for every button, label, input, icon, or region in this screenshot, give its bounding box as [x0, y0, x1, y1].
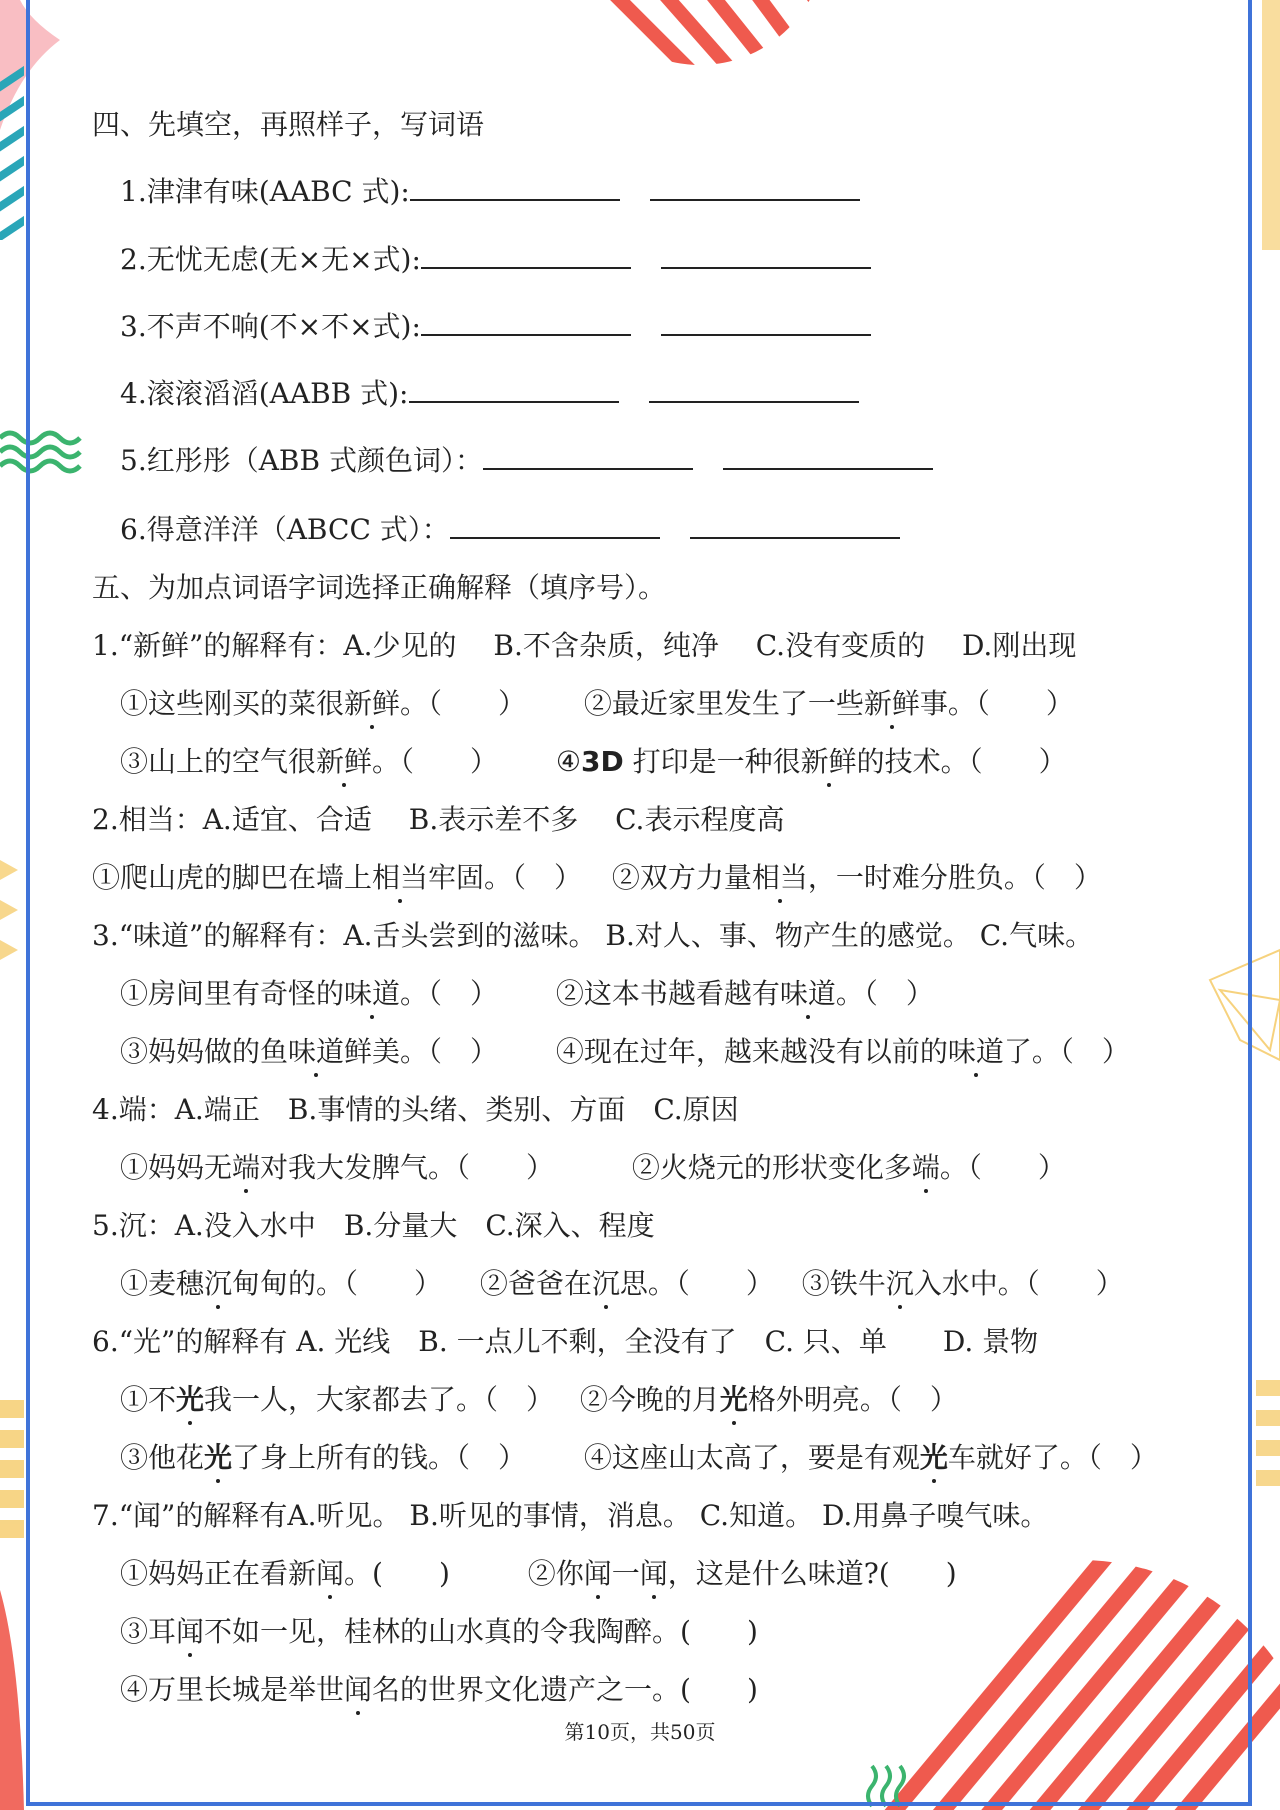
dotted-word: 沉 — [592, 1264, 620, 1304]
sentence-text: ①妈妈无 — [120, 1151, 233, 1184]
sentence-text: ④万里长城是举世 — [120, 1673, 345, 1706]
sentence-text: 我一人，大家都去了。（ ） — [204, 1383, 555, 1416]
dotted-word: 闻 — [176, 1612, 204, 1652]
sentence-text: 。（ ） — [835, 977, 934, 1010]
fill-item-1 — [120, 172, 890, 212]
fill-item-5 — [120, 441, 963, 481]
sentence-text: ①房间里有奇怪的 — [120, 977, 345, 1010]
page-footer: 第10页，共50页 — [564, 1720, 716, 1744]
sentence-text: 名的世界文化遗产之一。( ) — [372, 1673, 758, 1706]
dotted-word: 新鲜 — [344, 684, 400, 724]
answer-blank[interactable] — [421, 241, 631, 269]
dotted-word: 味道 — [948, 1032, 1004, 1072]
answer-blank[interactable] — [661, 241, 871, 269]
q1-sentences-row1 — [120, 684, 1074, 724]
sentence-text: ③他花 — [120, 1441, 205, 1474]
sentence-text: ④现在过年，越来越没有以前的 — [555, 1035, 948, 1068]
sentence-text: 。（ ） — [372, 745, 499, 778]
fill-item-label: 2.无忧无虑(无×无×式): — [120, 243, 421, 276]
q1-sentences-row2 — [120, 742, 1067, 782]
fill-item-label: 4.滚滚滔滔(AABB 式): — [120, 377, 409, 410]
sentence-text: 了身上所有的钱。（ ） — [232, 1441, 527, 1474]
dotted-word: 光 — [720, 1380, 748, 1420]
dotted-word: 闻 — [316, 1554, 344, 1594]
dotted-word: 光 — [176, 1380, 204, 1420]
sentence-text: 。( ) — [344, 1557, 450, 1590]
dotted-word: 相当 — [752, 858, 808, 898]
fill-item-label: 5.红彤彤（ABB 式颜色词）： — [120, 444, 483, 477]
sentence-text: ①妈妈正在看新 — [120, 1557, 317, 1590]
answer-blank[interactable] — [410, 173, 620, 201]
answer-blank[interactable] — [450, 511, 660, 539]
answer-blank[interactable] — [421, 308, 631, 336]
q3-sentences-row2 — [120, 1032, 1130, 1072]
fill-item-2 — [120, 240, 901, 280]
sentence-text: 打印是一种很 — [623, 745, 801, 778]
sentence-text: ①爬山虎的脚巴在墙上 — [92, 861, 373, 894]
sentence-text: 了。（ ） — [1003, 1035, 1130, 1068]
q3-sentences-row1 — [120, 974, 934, 1014]
fill-item-label: 6.得意洋洋（ABCC 式）： — [120, 513, 450, 546]
answer-blank[interactable] — [690, 511, 900, 539]
sentence-text: ③铁牛 — [801, 1267, 886, 1300]
dotted-word: 味道 — [780, 974, 836, 1014]
sentence-text: ④这座山太高了，要是有观 — [583, 1441, 920, 1474]
sentence-text: 思。（ ） — [619, 1267, 774, 1300]
q7-definition: 7.“闻”的解释有A.听见。 B.听见的事情，消息。 C.知道。 D.用鼻子嗅气味。 — [92, 1499, 1049, 1532]
answer-blank[interactable] — [483, 442, 693, 470]
q5-definition: 5.沉：A.没入水中 B.分量大 C.深入、程度 — [92, 1209, 655, 1242]
dotted-word: 闻 — [584, 1554, 612, 1594]
q4-sentences — [120, 1148, 1066, 1188]
sentence-text: ①这些刚买的菜很 — [120, 687, 345, 720]
answer-blank[interactable] — [409, 375, 619, 403]
q7-sentence-3 — [120, 1612, 758, 1652]
q7-sentence-4 — [120, 1670, 758, 1710]
sentence-text: 事。（ ） — [919, 687, 1074, 720]
sentence-text: 对我大发脾气。（ ） — [260, 1151, 555, 1184]
sentence-text: 不如一见，桂林的山水真的令我陶醉。( ) — [204, 1615, 758, 1648]
fill-item-3 — [120, 307, 901, 347]
sentence-text: ，这是什么味道?( ) — [667, 1557, 957, 1590]
fill-item-label: 1.津津有味(AABC 式): — [120, 175, 410, 208]
fill-item-4 — [120, 374, 889, 414]
dotted-word: 新鲜 — [864, 684, 920, 724]
q7-sentences-row1 — [120, 1554, 957, 1594]
sentence-text: ③妈妈做的鱼 — [120, 1035, 289, 1068]
sentence-text: ②最近家里发生了一些 — [583, 687, 864, 720]
sentence-text: 3D — [580, 745, 624, 778]
sentence-text: 牢固。（ ） — [428, 861, 583, 894]
sentence-text: ③山上的空气很 — [120, 745, 317, 778]
dotted-word: 新鲜 — [801, 742, 857, 782]
sentence-text: ②火烧元的形状变化多 — [631, 1151, 912, 1184]
sentence-text: 鲜美。（ ） — [344, 1035, 499, 1068]
sentence-text: 。（ ） — [400, 687, 527, 720]
q6-sentences-row2 — [120, 1438, 1158, 1478]
answer-blank[interactable] — [723, 442, 933, 470]
sentence-text: ③耳 — [120, 1615, 177, 1648]
dotted-word: 光 — [920, 1438, 948, 1478]
sentence-text: ，一时难分胜负。（ ） — [807, 861, 1102, 894]
sentence-text: 。（ ） — [400, 977, 499, 1010]
sentence-text: 车就好了。（ ） — [947, 1441, 1158, 1474]
answer-blank[interactable] — [650, 173, 860, 201]
section-4-heading: 四、先填空，再照样子，写词语 — [92, 108, 485, 141]
q5-sentences — [120, 1264, 1124, 1304]
dotted-word: 味道 — [344, 974, 400, 1014]
dotted-word: 闻 — [344, 1670, 372, 1710]
sentence-text: ②爸爸在 — [479, 1267, 592, 1300]
sentence-text: ④ — [555, 745, 581, 778]
answer-blank[interactable] — [649, 375, 859, 403]
fill-item-label: 3.不声不响(不×不×式): — [120, 310, 421, 343]
q2-definition: 2.相当：A.适宜、合适 B.表示差不多 C.表示程度高 — [92, 803, 785, 836]
answer-blank[interactable] — [661, 308, 871, 336]
dotted-word: 新鲜 — [316, 742, 372, 782]
sentence-text: 一 — [611, 1557, 640, 1590]
dotted-word: 端 — [912, 1148, 940, 1188]
q3-definition: 3.“味道”的解释有：A.舌头尝到的滋味。 B.对人、事、物产生的感觉。 C.气味。 — [92, 919, 1094, 952]
q1-definition: 1.“新鲜”的解释有：A.少见的 B.不含杂质，纯净 C.没有变质的 D.刚出现 — [92, 629, 1077, 662]
sentence-text: 。（ ） — [939, 1151, 1066, 1184]
dotted-word: 味道 — [288, 1032, 344, 1072]
sentence-text: ①不 — [120, 1383, 177, 1416]
q6-sentences-row1 — [120, 1380, 958, 1420]
dotted-word: 沉 — [886, 1264, 914, 1304]
sentence-text: 的技术。（ ） — [856, 745, 1067, 778]
fill-item-6 — [120, 510, 930, 550]
dotted-word: 光 — [204, 1438, 232, 1478]
dotted-word: 相当 — [372, 858, 428, 898]
section-5-heading: 五、为加点词语字词选择正确解释（填序号）。 — [92, 571, 667, 604]
sentence-text: ②双方力量 — [611, 861, 752, 894]
sentence-text: ①麦穗 — [120, 1267, 205, 1300]
sentence-text: 入水中。（ ） — [913, 1267, 1124, 1300]
sentence-text: ②这本书越看越有 — [555, 977, 780, 1010]
sentence-text: 格外明亮。（ ） — [747, 1383, 958, 1416]
q4-definition: 4.端：A.端正 B.事情的头绪、类别、方面 C.原因 — [92, 1093, 739, 1126]
dotted-word: 端 — [232, 1148, 260, 1188]
q6-definition: 6.“光”的解释有 A. 光线 B. 一点儿不剩，全没有了 C. 只、单 D. 景物 — [92, 1325, 1039, 1358]
sentence-text: 甸甸的。（ ） — [232, 1267, 443, 1300]
q2-sentences — [92, 858, 1102, 898]
dotted-word: 闻 — [640, 1554, 668, 1594]
dotted-word: 沉 — [204, 1264, 232, 1304]
sentence-text: ②今晚的月 — [579, 1383, 720, 1416]
sentence-text: ②你 — [527, 1557, 584, 1590]
